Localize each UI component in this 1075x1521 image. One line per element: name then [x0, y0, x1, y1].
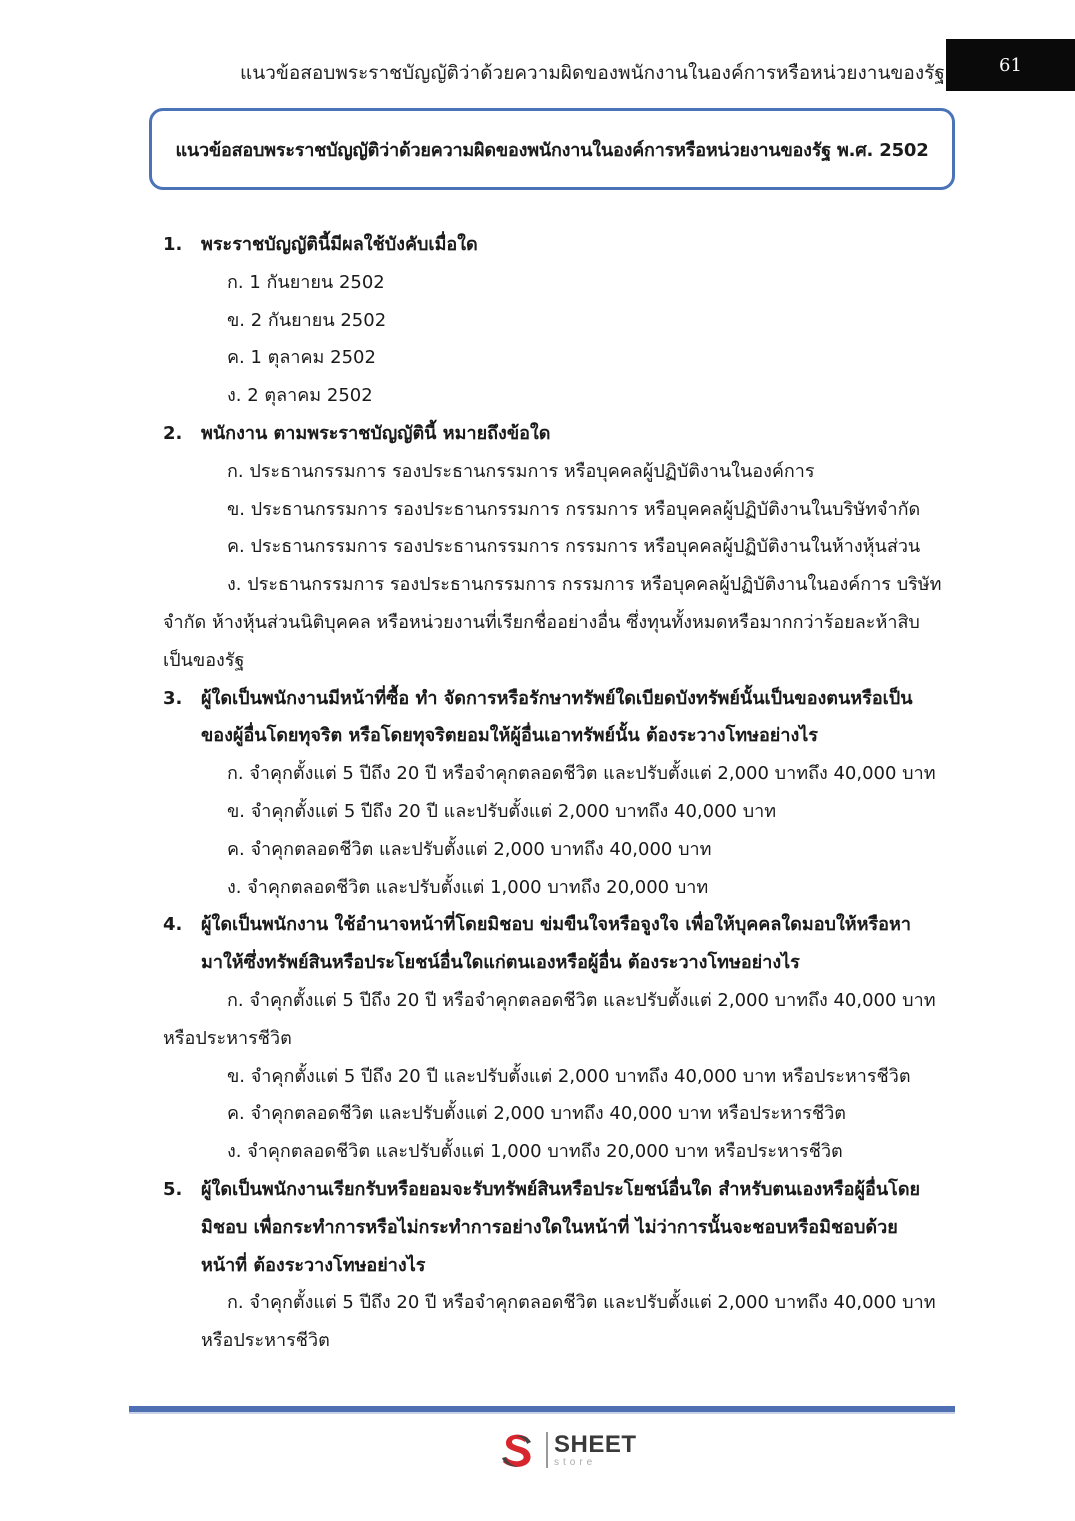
answer-option: ง. 2 ตุลาคม 2502 [227, 385, 373, 407]
answer-option: ก. จำคุกตั้งแต่ 5 ปีถึง 20 ปี หรือจำคุกตลอดชีวิต และปรับตั้งแต่ 2,000 บาทถึง 40,000 บาท [227, 989, 936, 1011]
answer-option-continued: หรือประหารชีวิต [201, 1330, 330, 1352]
question-stem [163, 415, 953, 453]
question-text-continued: หน้าที่ ต้องระวางโทษอย่างไร [201, 1254, 426, 1276]
answer-option: ข. ประธานกรรมการ รองประธานกรรมการ กรรมการ หรือบุคคลผู้ปฏิบัติงานในบริษัทจำกัด [227, 498, 921, 520]
answer-option-continued: จำกัด ห้างหุ้นส่วนนิติบุคคล หรือหน่วยงานที่เรียกชื่ออย่างอื่น ซึ่งทุนทั้งหมดหรือมากกว่าร้อยละห้าสิบ [163, 611, 920, 633]
answer-option: ค. จำคุกตลอดชีวิต และปรับตั้งแต่ 2,000 บาทถึง 40,000 บาท หรือประหารชีวิต [227, 1103, 846, 1125]
footer-divider-shadow [129, 1412, 955, 1414]
question-stem [163, 906, 953, 944]
answer-option: ก. 1 กันยายน 2502 [227, 271, 385, 293]
answer-option: ก. ประธานกรรมการ รองประธานกรรมการ หรือบุคคลผู้ปฏิบัติงานในองค์การ [227, 460, 815, 482]
answer-option: ข. 2 กันยายน 2502 [227, 309, 387, 331]
answer-option: ค. ประธานกรรมการ รองประธานกรรมการ กรรมการ หรือบุคคลผู้ปฏิบัติงานในห้างหุ้นส่วน [227, 536, 921, 558]
main-title-box [149, 108, 955, 190]
question-text: ผู้ใดเป็นพนักงาน ใช้อำนาจหน้าที่โดยมิชอบ ข่มขืนใจหรือจูงใจ เพื่อให้บุคคลใดมอบให้หรือหา [201, 914, 911, 936]
question [163, 415, 953, 680]
answer-option: ข. จำคุกตั้งแต่ 5 ปีถึง 20 ปี และปรับตั้งแต่ 2,000 บาทถึง 40,000 บาท [227, 800, 777, 822]
question-text-continued: มิชอบ เพื่อกระทำการหรือไม่กระทำการอย่างใดในหน้าที่ ไม่ว่าการนั้นจะชอบหรือมิชอบด้วย [201, 1216, 898, 1238]
answer-option: ง. จำคุกตลอดชีวิต และปรับตั้งแต่ 1,000 บาทถึง 20,000 บาท [227, 876, 709, 898]
question [163, 906, 953, 1171]
sheet-store-logo [498, 1428, 637, 1472]
question-number: 4. [163, 914, 183, 936]
question-text: พนักงาน ตามพระราชบัญญัตินี้ หมายถึงข้อใด [201, 422, 551, 444]
answer-option: ค. จำคุกตลอดชีวิต และปรับตั้งแต่ 2,000 บาทถึง 40,000 บาท [227, 838, 712, 860]
sheet-store-s-logo-icon [498, 1430, 538, 1470]
question-stem [163, 680, 953, 718]
question-number: 3. [163, 687, 183, 709]
answer-option: ง. จำคุกตลอดชีวิต และปรับตั้งแต่ 1,000 บาทถึง 20,000 บาท หรือประหารชีวิต [227, 1141, 843, 1163]
answer-option-continued: เป็นของรัฐ [163, 649, 245, 671]
question-list [163, 226, 953, 1360]
answer-option: ค. 1 ตุลาคม 2502 [227, 347, 376, 369]
question [163, 680, 953, 907]
question-number: 2. [163, 422, 183, 444]
question-stem [163, 1171, 953, 1209]
answer-option: ก. จำคุกตั้งแต่ 5 ปีถึง 20 ปี หรือจำคุกตลอดชีวิต และปรับตั้งแต่ 2,000 บาทถึง 40,000 บาท [227, 1292, 936, 1314]
question [163, 226, 953, 415]
question-text-continued: ของผู้อื่นโดยทุจริต หรือโดยทุจริตยอมให้ผู้อื่นเอาทรัพย์นั้น ต้องระวางโทษอย่างไร [201, 725, 818, 747]
answer-option: ข. จำคุกตั้งแต่ 5 ปีถึง 20 ปี และปรับตั้งแต่ 2,000 บาทถึง 40,000 บาท หรือประหารชีวิต [227, 1065, 911, 1087]
question-text: ผู้ใดเป็นพนักงานมีหน้าที่ซื้อ ทำ จัดการหรือรักษาทรัพย์ใดเบียดบังทรัพย์นั้นเป็นของตนหรือเป็น [201, 687, 913, 709]
question [163, 1171, 953, 1360]
logo-subtitle: store [554, 1456, 597, 1468]
answer-option: ก. จำคุกตั้งแต่ 5 ปีถึง 20 ปี หรือจำคุกตลอดชีวิต และปรับตั้งแต่ 2,000 บาทถึง 40,000 บาท [227, 763, 936, 785]
answer-option-continued: หรือประหารชีวิต [163, 1027, 292, 1049]
question-text: ผู้ใดเป็นพนักงานเรียกรับหรือยอมจะรับทรัพย์สินหรือประโยชน์อื่นใด สำหรับตนเองหรือผู้อื่นโดย [201, 1178, 921, 1200]
question-text-continued: มาให้ซึ่งทรัพย์สินหรือประโยชน์อื่นใดแก่ตนเองหรือผู้อื่น ต้องระวางโทษอย่างไร [201, 952, 800, 974]
question-number: 1. [163, 234, 183, 255]
logo-wordmark: SHEET [554, 1430, 637, 1458]
question-text: พระราชบัญญัตินี้มีผลใช้บังคับเมื่อใด [201, 234, 478, 255]
main-title: แนวข้อสอบพระราชบัญญัติว่าด้วยความผิดของพนักงานในองค์การหรือหน่วยงานของรัฐ พ.ศ. 2502 [175, 139, 929, 161]
logo-separator [546, 1432, 548, 1468]
logo-text [554, 1430, 637, 1468]
page-number: 61 [946, 39, 1075, 91]
question-stem [163, 226, 953, 264]
answer-option: ง. ประธานกรรมการ รองประธานกรรมการ กรรมการ หรือบุคคลผู้ปฏิบัติงานในองค์การ บริษัท [227, 574, 942, 596]
running-header-title: แนวข้อสอบพระราชบัญญัติว่าด้วยความผิดของพนักงานในองค์การหรือหน่วยงานของรัฐ [240, 62, 945, 84]
question-number: 5. [163, 1178, 183, 1200]
